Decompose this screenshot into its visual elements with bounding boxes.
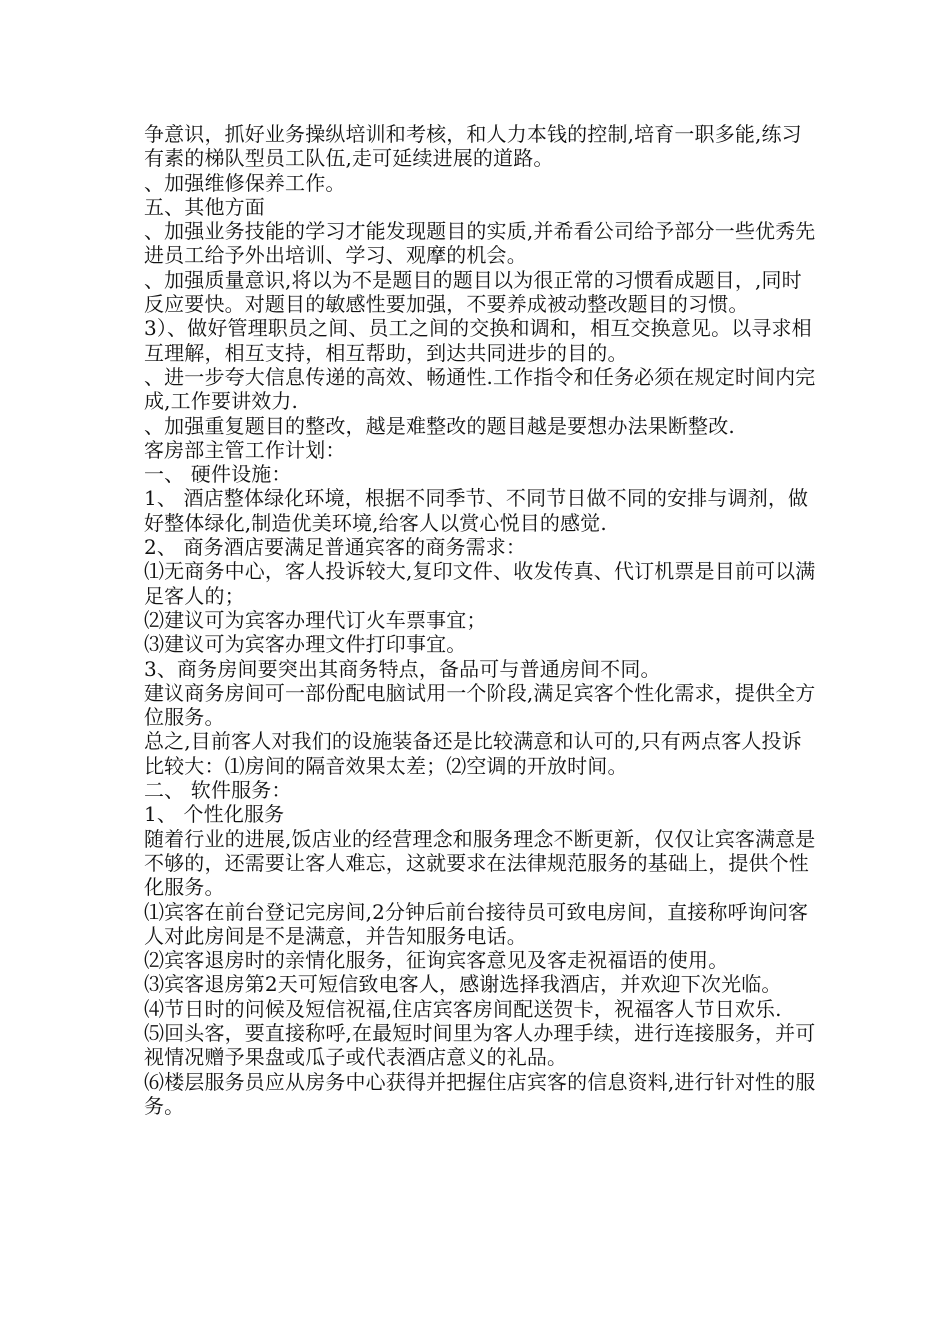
paragraph: 、进一步夸大信息传递的高效、畅通性.工作指令和任务必须在规定时间内完成,工作要讲效力. (144, 364, 816, 414)
paragraph: 、加强维修保养工作。 (144, 170, 346, 195)
paragraph: 建议商务房间可一部份配电脑试用一个阶段,满足宾客个性化需求，提供全方位服务。 (144, 680, 816, 730)
list-item: ⑶建议可为宾客办理文件打印事宜。 (144, 632, 467, 657)
paragraph: 1、 酒店整体绿化环境，根据不同季节、不同节日做不同的安排与调剂，做好整体绿化,制造优美环境,给客人以赏心悦目的感觉. (144, 486, 809, 535)
section-title: 客房部主管工作计划： (144, 437, 346, 462)
paragraph: 总之,目前客人对我们的设施装备还是比较满意和认可的,只有两点客人投诉比较大：⑴房间的隔音效果太差；⑵空调的开放时间。 (144, 729, 802, 778)
paragraph: 2、 商务酒店要满足普通宾客的商务需求： (144, 535, 527, 560)
subsection-heading: 1、 个性化服务 (144, 802, 285, 827)
list-item: ⑶宾客退房第2天可短信致电客人，感谢选择我酒店，并欢迎下次光临。 (144, 972, 782, 997)
section-heading: 二、 软件服务： (144, 778, 292, 803)
list-item: ⑴无商务中心，客人投诉较大,复印文件、收发传真、代订机票是目前可以满足客人的； (144, 559, 816, 608)
list-item: ⑵建议可为宾客办理代订火车票事宜； (144, 607, 487, 632)
list-item: ⑴宾客在前台登记完房间,2分钟后前台接待员可致电房间，直接称呼询问客人对此房间是不是满意，并告知服务电话。 (144, 899, 809, 948)
section-heading: 一、 硬件设施： (144, 462, 292, 487)
paragraph: 、加强业务技能的学习才能发现题目的实质,并希看公司给予部分一些优秀先进员工给予外出培训、学习、观摩的机会。 (144, 219, 816, 268)
section-heading: 五、其他方面 (144, 194, 265, 219)
list-item: ⑹楼层服务员应从房务中心获得并把握住店宾客的信息资料,进行针对性的服务。 (144, 1069, 816, 1118)
list-item: ⑷节日时的问候及短信祝福,住店宾客房间配送贺卡，祝福客人节日欢乐. (144, 996, 782, 1021)
list-item: ⑵宾客退房时的亲情化服务，征询宾客意见及客走祝福语的使用。 (144, 948, 729, 973)
paragraph: 、加强重复题目的整改，越是难整改的题目越是要想办法果断整改. (144, 413, 735, 438)
paragraph: 3）、做好管理职员之间、员工之间的交换和调和，相互交换意见。以寻求相互理解，相互支持，相互帮助，到达共同进步的目的。 (144, 316, 812, 365)
list-item: ⑸回头客，要直接称呼,在最短时间里为客人办理手续，进行连接服务，并可视情况赠予果盘或瓜子或代表酒店意义的礼品。 (144, 1020, 816, 1070)
paragraph: 、加强质量意识,将以为不是题目的题目以为很正常的习惯看成题目，,同时反应要快。对题目的敏感性要加强，不要养成被动整改题目的习惯。 (144, 267, 802, 317)
document-body (144, 122, 816, 1118)
paragraph: 随着行业的进展,饭店业的经营理念和服务理念不断更新，仅仅让宾客满意是不够的，还需要让客人难忘，这就要求在法律规范服务的基础上，提供个性化服务。 (144, 826, 816, 900)
paragraph: 3、商务房间要突出其商务特点，备品可与普通房间不同。 (144, 656, 661, 681)
paragraph: 争意识，抓好业务操纵培训和考核，和人力本钱的控制,培育一职多能,练习有素的梯队型员工队伍,走可延续进展的道路。 (144, 122, 802, 171)
